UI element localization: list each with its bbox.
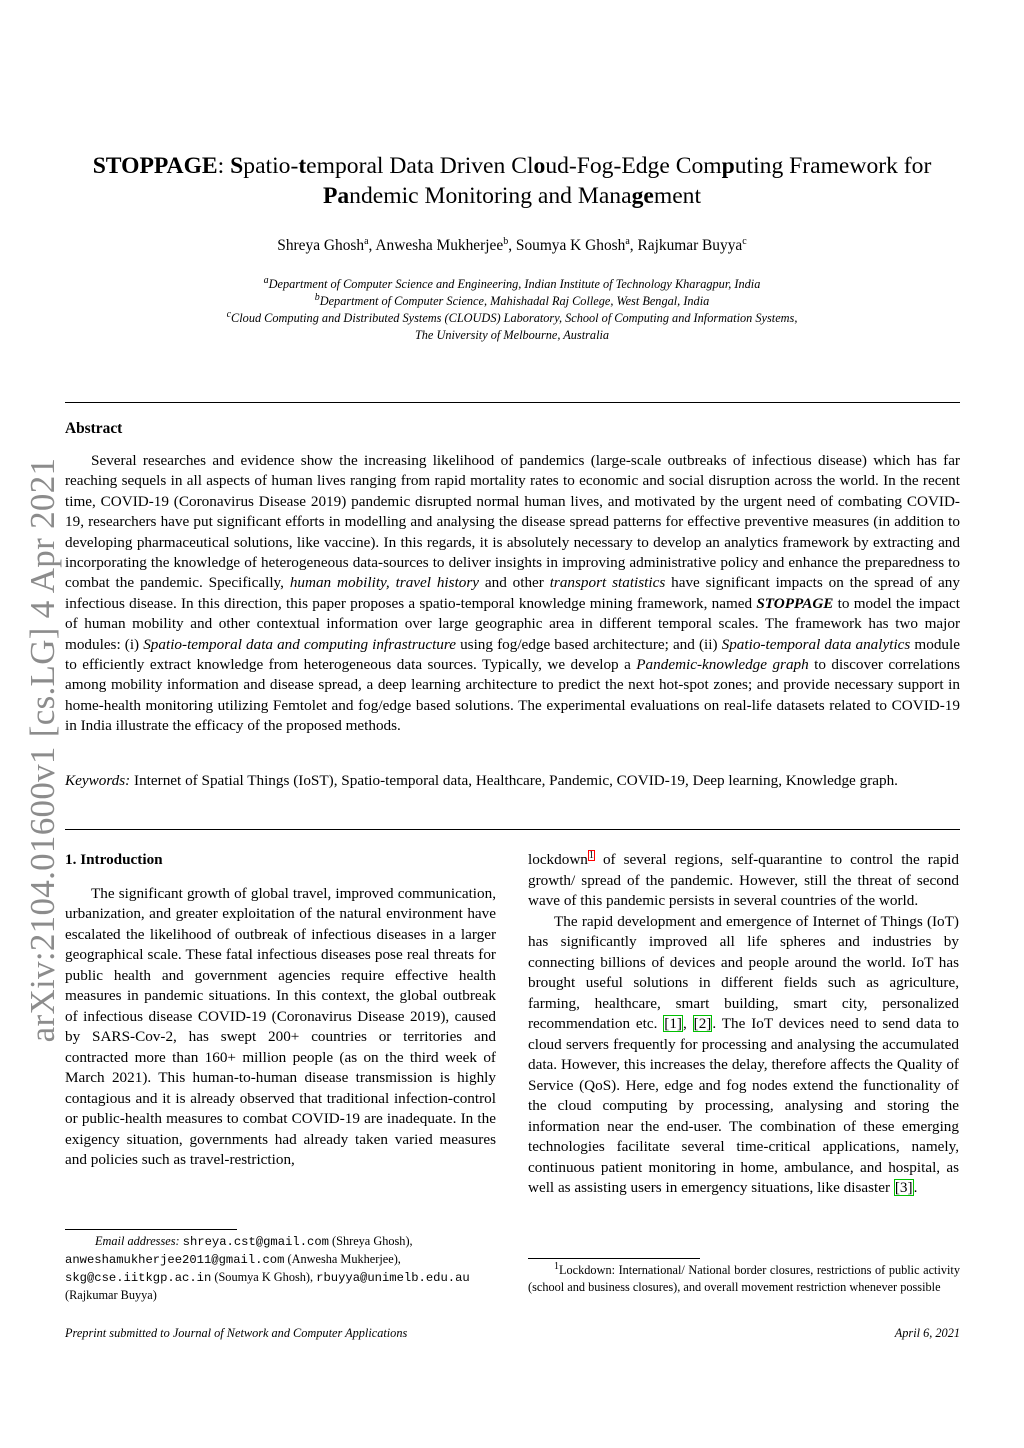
section-heading-introduction: 1. Introduction bbox=[65, 851, 163, 868]
title-part: ndemic Monitoring and Mana bbox=[349, 183, 632, 209]
footnote-emails: Email addresses: shreya.cst@gmail.com (Shreya Ghosh), anweshamukherjee2011@gmail.com (Anwesha Mukherjee), skg@cse.iitkgp.ac.in (Soumya K Ghosh), rbuyya@unimelb.edu.au (Rajkumar Buyya) bbox=[65, 1234, 470, 1302]
email[interactable]: shreya.cst@gmail.com bbox=[182, 1235, 329, 1249]
affiliation: The University of Melbourne, Australia bbox=[414, 328, 610, 342]
author: Anwesha Mukherjee$^b$, bbox=[375, 235, 516, 254]
title-part: emporal Data Driven Cl bbox=[306, 153, 534, 179]
footnote-rule bbox=[65, 1229, 237, 1230]
affiliation: $^a$Department of Computer Science and Engineering, Indian Institute of Technology Kharagpur, India bbox=[263, 274, 761, 291]
abstract-bottom-rule bbox=[65, 829, 960, 830]
citation-link[interactable]: [1] bbox=[664, 1015, 682, 1032]
right-column bbox=[528, 850, 959, 1199]
citation-link[interactable]: [2] bbox=[693, 1015, 712, 1032]
footer-date: April 6, 2021 bbox=[894, 1326, 960, 1340]
title-part: patio- bbox=[243, 153, 299, 179]
title-part: : bbox=[217, 153, 231, 179]
email[interactable]: anweshamukherjee2011@gmail.com bbox=[65, 1253, 285, 1267]
intro-paragraph-1: The significant growth of global travel, improved communication, urbanization, and greater exploitation of the natural environment have escalated the likelihood of outbreak of infectious diseases in a larger geographical scale. These fatal infectious diseases pose real threats for public health and government agencies require effective health measures in pandemic situations. In this context, the global outbreak of infectious disease COVID-19 (Coronavirus Disease 2019), caused by SARS-Cov-2, has swept 200+ countries or territories and contracted more than 160+ million people (as on the third week of March 2021). This human-to-human disease transmission is highly contagious and it is already observed that traditional infection-control or public-health measures to combat COVID-19 are inadequate. In the exigency situation, governments had already taken varied measures and policies such as travel-restriction, bbox=[65, 884, 496, 1168]
affiliation: $^c$Cloud Computing and Distributed Systems (CLOUDS) Laboratory, School of Computing and Information Systems, bbox=[226, 308, 798, 325]
footnote-link[interactable]: 1 bbox=[588, 849, 594, 861]
footer-preprint-note: Preprint submitted to Journal of Network and Computer Applications bbox=[65, 1326, 408, 1340]
keywords bbox=[65, 771, 960, 791]
intro-paragraph-2: The rapid development and emergence of Internet of Things (IoT) has significantly improved all life spheres and industries by connecting billions of devices and people around the world. IoT has brought useful solutions in different fields such as agriculture, farming, healthcare, smart building, smart city, personalized recommendation etc. [1], [2]. The IoT devices need to send data to cloud servers frequently for processing and analysing the accumulated data. However, this increases the delay, therefore affects the Quality of Service (QoS). Here, edge and fog nodes extend the functionality of the cloud computing by processing, analysing and storing the information near the end-user. The combination of these emerging technologies facilitate several time-critical applications, namely, continuous patient monitoring in home, ambulance, and hospital, as well as assisting users in emergency situations, like disaster [3]. bbox=[528, 912, 959, 1196]
paper-title bbox=[60, 151, 964, 211]
title-part: S bbox=[230, 153, 244, 179]
title-part: STOPPAGE bbox=[92, 153, 218, 179]
footnote-lockdown: $^1$Lockdown: International/ National border closures, restrictions of public activity (school and business closures), and overall movement restriction whenever possible bbox=[528, 1260, 960, 1294]
intro-paragraph-1-continued: lockdown$^1$ of several regions, self-quarantine to control the rapid growth/ spread of the pandemic. However, still the threat of second wave of this pandemic persists in several countries of the world. bbox=[528, 849, 959, 909]
author: Soumya K Ghosh$^a$, bbox=[515, 235, 638, 254]
title-part: ment bbox=[653, 183, 702, 209]
footnote-rule bbox=[528, 1258, 700, 1259]
keywords-label: Keywords: bbox=[65, 772, 131, 789]
affiliation: $^b$Department of Computer Science, Mahishadal Raj College, West Bengal, India bbox=[314, 291, 710, 308]
author-list bbox=[60, 237, 964, 255]
email[interactable]: skg@cse.iitkgp.ac.in bbox=[65, 1271, 212, 1285]
abstract-heading: Abstract bbox=[65, 420, 123, 437]
keywords-text: Internet of Spatial Things (IoST), Spatio-temporal data, Healthcare, Pandemic, COVID-19, Deep learning, Knowledge graph. bbox=[130, 772, 898, 789]
affiliations bbox=[60, 276, 964, 344]
email[interactable]: rbuyya@unimelb.edu.au bbox=[316, 1271, 470, 1285]
arxiv-stamp-text: arXiv:2104.01600v1 [cs.LG] 4 Apr 2021 bbox=[23, 457, 62, 1043]
title-part: t bbox=[298, 153, 307, 179]
title-part: ge bbox=[631, 183, 654, 209]
abstract-top-rule bbox=[65, 402, 960, 403]
emails-label: Email addresses: bbox=[95, 1234, 180, 1248]
title-part: o bbox=[533, 153, 546, 179]
citation-link[interactable]: [3] bbox=[894, 1179, 913, 1196]
title-part: ud-Fog-Edge Com bbox=[545, 153, 722, 179]
abstract-body: Several researches and evidence show the increasing likelihood of pandemics (large-scale outbreaks of infectious disease) which has far reaching sequels in all aspects of human lives ranging from rapid mortality rates to economic and social disruption across the world. In the recent time, COVID-19 (Coronavirus Disease 2019) pandemic disrupted normal human lives, and motivated by the urgent need of combating COVID-19, researchers have put significant efforts in modelling and analysing the disease spread patterns for effective preventive measures (in addition to developing pharmaceutical solutions, like vaccine). In this regards, it is absolutely necessary to develop an analytics framework by extracting and incorporating the knowledge of heterogeneous data-sources to deliver insights in improving administrative policy and enhance the preparedness to combat the pandemic. Specifically, human mobility, travel history and other transport statistics have significant impacts on the spread of any infectious disease. In this direction, this paper proposes a spatio-temporal knowledge mining framework, named STOPPAGE to model the impact of human mobility and other contextual information over large geographic area in different temporal scales. The framework has two major modules: (i) Spatio-temporal data and computing infrastructure using fog/edge based architecture; and (ii) Spatio-temporal data analytics module to efficiently extract knowledge from heterogeneous data sources. Typically, we develop a Pandemic-knowledge graph to discover correlations among mobility information and disease spread, a deep learning architecture to predict the next hot-spot zones; and provide necessary support in home-health monitoring utilizing Femtolet and fog/edge based solutions. The experimental evaluations on real-life datasets related to COVID-19 in India illustrate the efficacy of the proposed methods. bbox=[65, 452, 961, 735]
author: Shreya Ghosh$^a$, bbox=[277, 235, 376, 254]
title-part: p bbox=[721, 153, 735, 179]
title-part: uting Framework for bbox=[734, 153, 932, 179]
title-part: Pa bbox=[322, 183, 350, 209]
left-column bbox=[65, 850, 496, 1171]
author: Rajkumar Buyya$^c$ bbox=[637, 235, 747, 254]
